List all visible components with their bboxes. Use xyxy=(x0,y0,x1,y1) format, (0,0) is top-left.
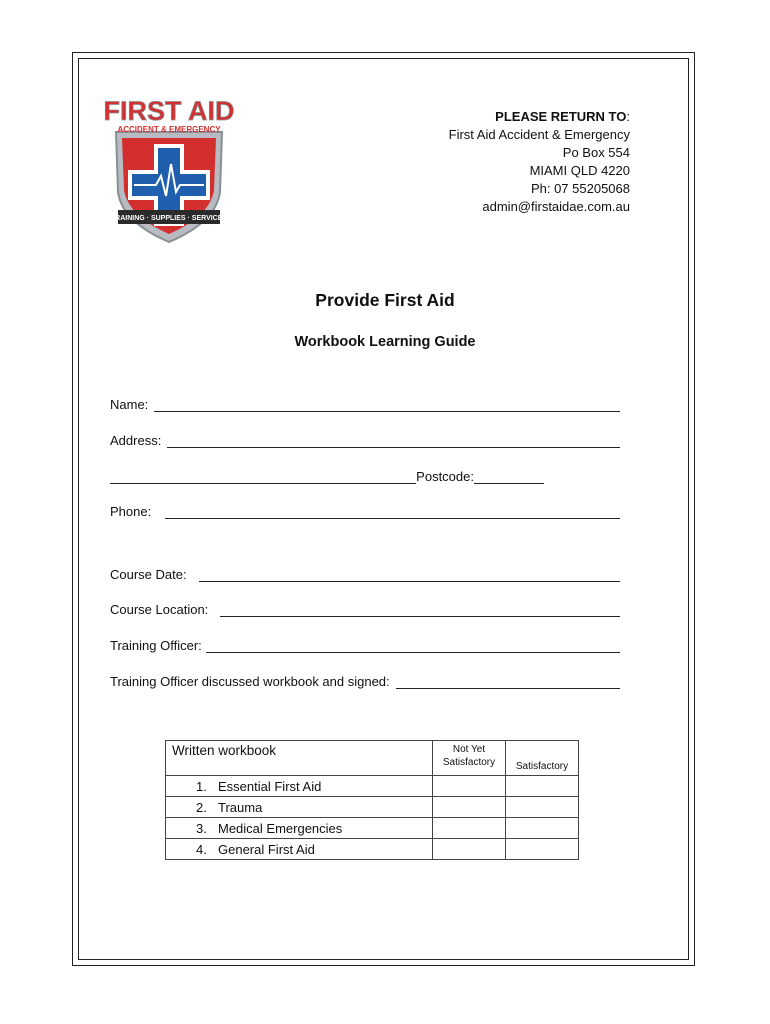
table-item-general-first-aid xyxy=(166,839,433,860)
item-label: Medical Emergencies xyxy=(218,820,343,836)
item-label: Trauma xyxy=(218,799,263,815)
signed-label: Training Officer discussed workbook and signed: xyxy=(110,674,390,689)
return-address xyxy=(449,108,630,216)
signature-field[interactable] xyxy=(396,674,620,689)
not-yet-satisfactory-cell[interactable] xyxy=(433,839,506,860)
training-officer-row xyxy=(110,633,620,653)
table-row xyxy=(166,818,579,839)
address-line2-row xyxy=(110,464,544,484)
table-item-medical-emergencies xyxy=(166,818,433,839)
not-yet-satisfactory-cell[interactable] xyxy=(433,818,506,839)
training-officer-label: Training Officer: xyxy=(110,638,202,653)
first-aid-logo xyxy=(104,92,234,244)
postcode-label: Postcode: xyxy=(416,469,474,484)
table-row xyxy=(166,776,579,797)
item-label: Essential First Aid xyxy=(218,778,322,794)
item-label: General First Aid xyxy=(218,841,315,857)
address-row xyxy=(110,428,620,448)
item-number: 1. xyxy=(196,778,207,794)
name-label: Name: xyxy=(110,397,149,412)
phone-label: Phone: xyxy=(110,504,152,519)
table-header-row xyxy=(166,741,579,776)
return-line-2: Po Box 554 xyxy=(562,145,630,160)
not-yet-satisfactory-cell[interactable] xyxy=(433,776,506,797)
table-row xyxy=(166,839,579,860)
document-subtitle: Workbook Learning Guide xyxy=(294,334,476,350)
satisfactory-cell[interactable] xyxy=(506,818,579,839)
course-location-row xyxy=(110,597,620,617)
item-number: 4. xyxy=(196,841,207,857)
course-location-label: Course Location: xyxy=(110,602,209,617)
name-field[interactable] xyxy=(154,397,620,412)
return-label-colon: : xyxy=(626,109,630,124)
return-label-line xyxy=(449,108,630,126)
table-item-essential-first-aid xyxy=(166,776,433,797)
logo-arc-text: ACCIDENT & EMERGENCY xyxy=(117,125,221,134)
course-date-label: Course Date: xyxy=(110,567,187,582)
training-officer-field[interactable] xyxy=(206,638,620,653)
address-line2-field[interactable] xyxy=(110,469,416,484)
phone-field[interactable] xyxy=(165,504,620,519)
satisfactory-cell[interactable] xyxy=(506,776,579,797)
table-item-trauma xyxy=(166,797,433,818)
table-row xyxy=(166,797,579,818)
return-line-5: admin@firstaidae.com.au xyxy=(482,199,630,214)
table-header-not-yet-satisfactory: Not Yet Satisfactory xyxy=(433,741,506,776)
course-location-field[interactable] xyxy=(220,602,620,617)
course-date-row xyxy=(110,562,620,582)
return-line-4: Ph: 07 55205068 xyxy=(530,181,630,196)
return-label: PLEASE RETURN TO xyxy=(495,109,627,124)
satisfactory-cell[interactable] xyxy=(506,839,579,860)
signed-row xyxy=(110,669,620,689)
item-number: 2. xyxy=(196,799,207,815)
address-label: Address: xyxy=(110,433,162,448)
postcode-field[interactable] xyxy=(474,469,544,484)
return-line-1: First Aid Accident & Emergency xyxy=(448,127,630,142)
phone-row xyxy=(110,499,620,519)
table-header-written-workbook: Written workbook xyxy=(166,741,433,776)
name-row xyxy=(110,392,620,412)
return-line-3: MIAMI QLD 4220 xyxy=(529,163,630,178)
table-header-satisfactory: Satisfactory xyxy=(506,741,579,776)
assessment-table xyxy=(165,740,579,860)
document-title: Provide First Aid xyxy=(315,290,455,310)
logo-banner-text: TRAINING · SUPPLIES · SERVICES xyxy=(110,215,228,222)
course-date-field[interactable] xyxy=(199,567,620,582)
satisfactory-cell[interactable] xyxy=(506,797,579,818)
logo-title-text: FIRST AID xyxy=(104,96,234,126)
address-field[interactable] xyxy=(167,433,620,448)
item-number: 3. xyxy=(196,820,207,836)
not-yet-satisfactory-cell[interactable] xyxy=(433,797,506,818)
